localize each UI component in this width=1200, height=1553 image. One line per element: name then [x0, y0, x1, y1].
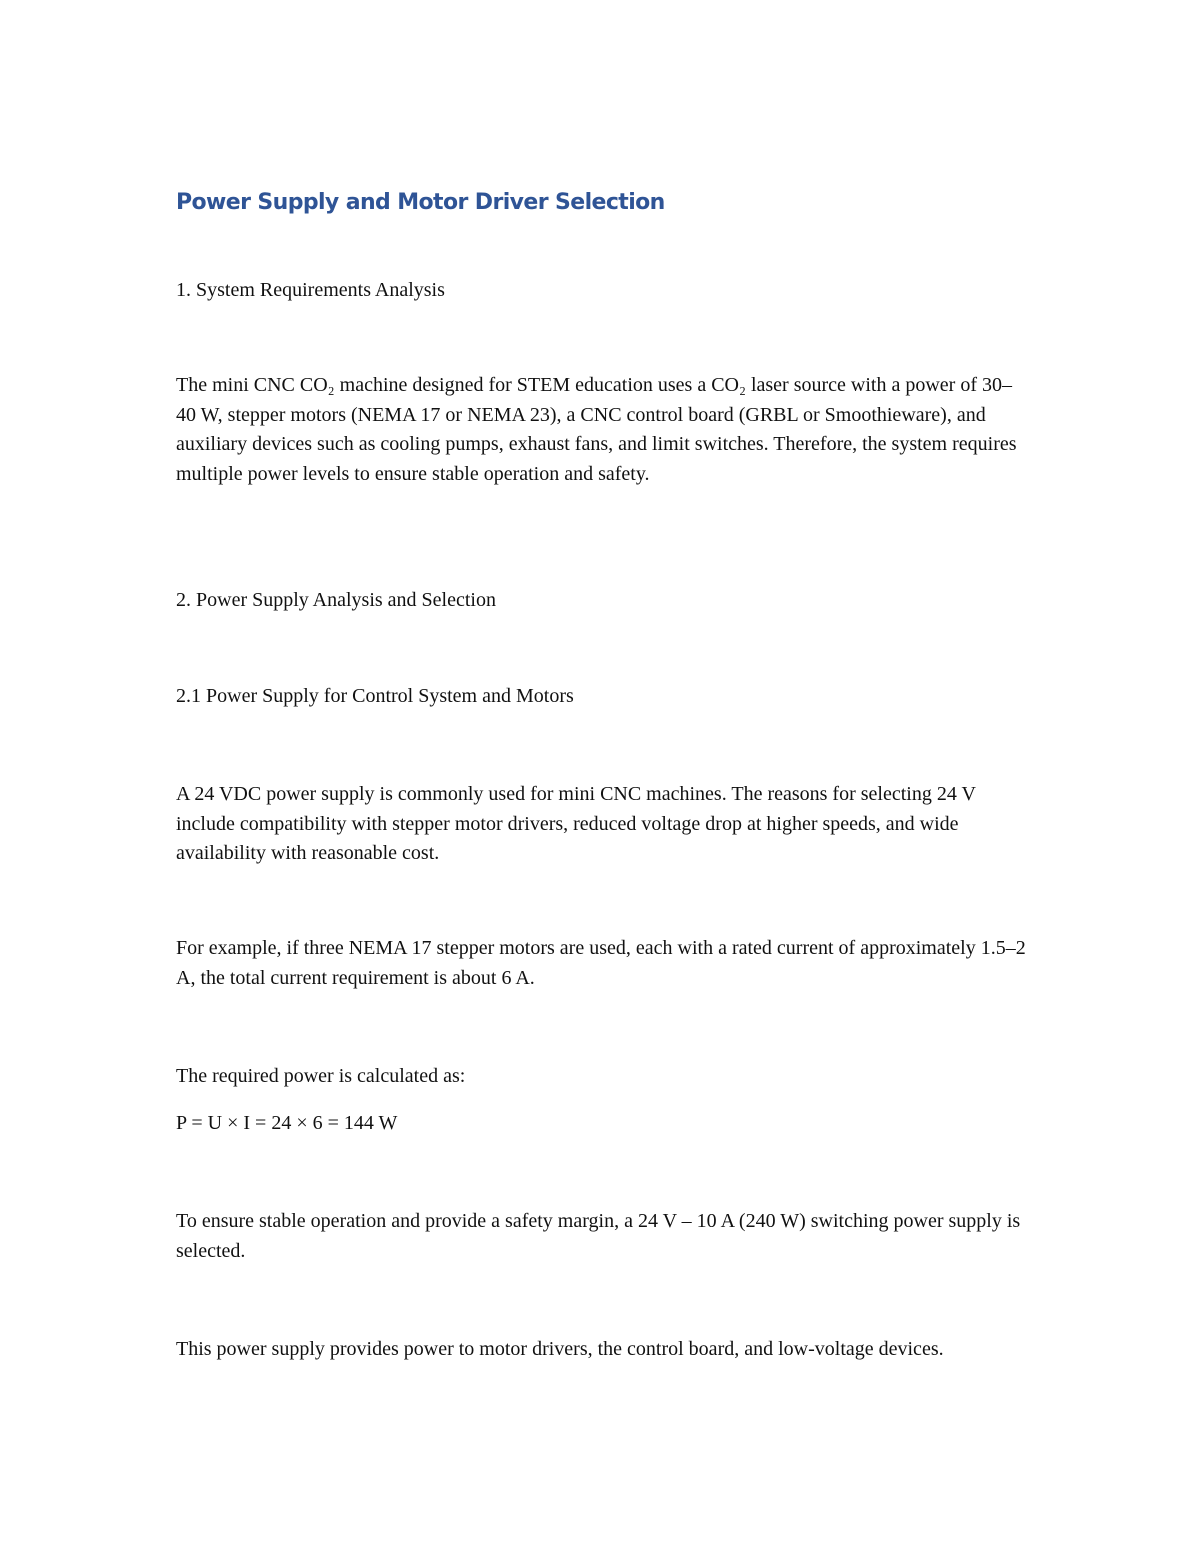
- paragraph-system-overview: The mini CNC CO₂ machine designed for STEM education uses a CO₂ laser source with a power of 30–40 W, stepper motors (NEMA 17 or NEMA 23), a CNC control board (GRBL or Smoothieware), and auxiliary devices such as cooling pumps, exhaust fans, and limit switches. Therefore, the system requires multiple power levels to ensure stable operation and safety.: [176, 374, 1017, 485]
- document-title: Power Supply and Motor Driver Selection: [176, 190, 665, 215]
- power-formula: P = U × I = 24 × 6 = 144 W: [176, 1112, 398, 1134]
- paragraph-current-example: For example, if three NEMA 17 stepper motors are used, each with a rated current of approximately 1.5–2 A, the total current requirement is about 6 A.: [176, 937, 1026, 989]
- section-heading-system-requirements: 1. System Requirements Analysis: [176, 279, 445, 301]
- paragraph-power-calc-intro: The required power is calculated as:: [176, 1065, 466, 1087]
- paragraph-psu-selection: To ensure stable operation and provide a safety margin, a 24 V – 10 A (240 W) switching power supply is selected.: [176, 1210, 1021, 1262]
- section-heading-power-supply: 2. Power Supply Analysis and Selection: [176, 589, 496, 611]
- paragraph-psu-usage: This power supply provides power to motor drivers, the control board, and low-voltage devices.: [176, 1338, 944, 1360]
- subsection-heading-control-power: 2.1 Power Supply for Control System and Motors: [176, 685, 574, 707]
- paragraph-24v-rationale: A 24 VDC power supply is commonly used for mini CNC machines. The reasons for selecting 24 V include compatibility with stepper motor drivers, reduced voltage drop at higher speeds, and wide availability with reasonable cost.: [176, 783, 976, 864]
